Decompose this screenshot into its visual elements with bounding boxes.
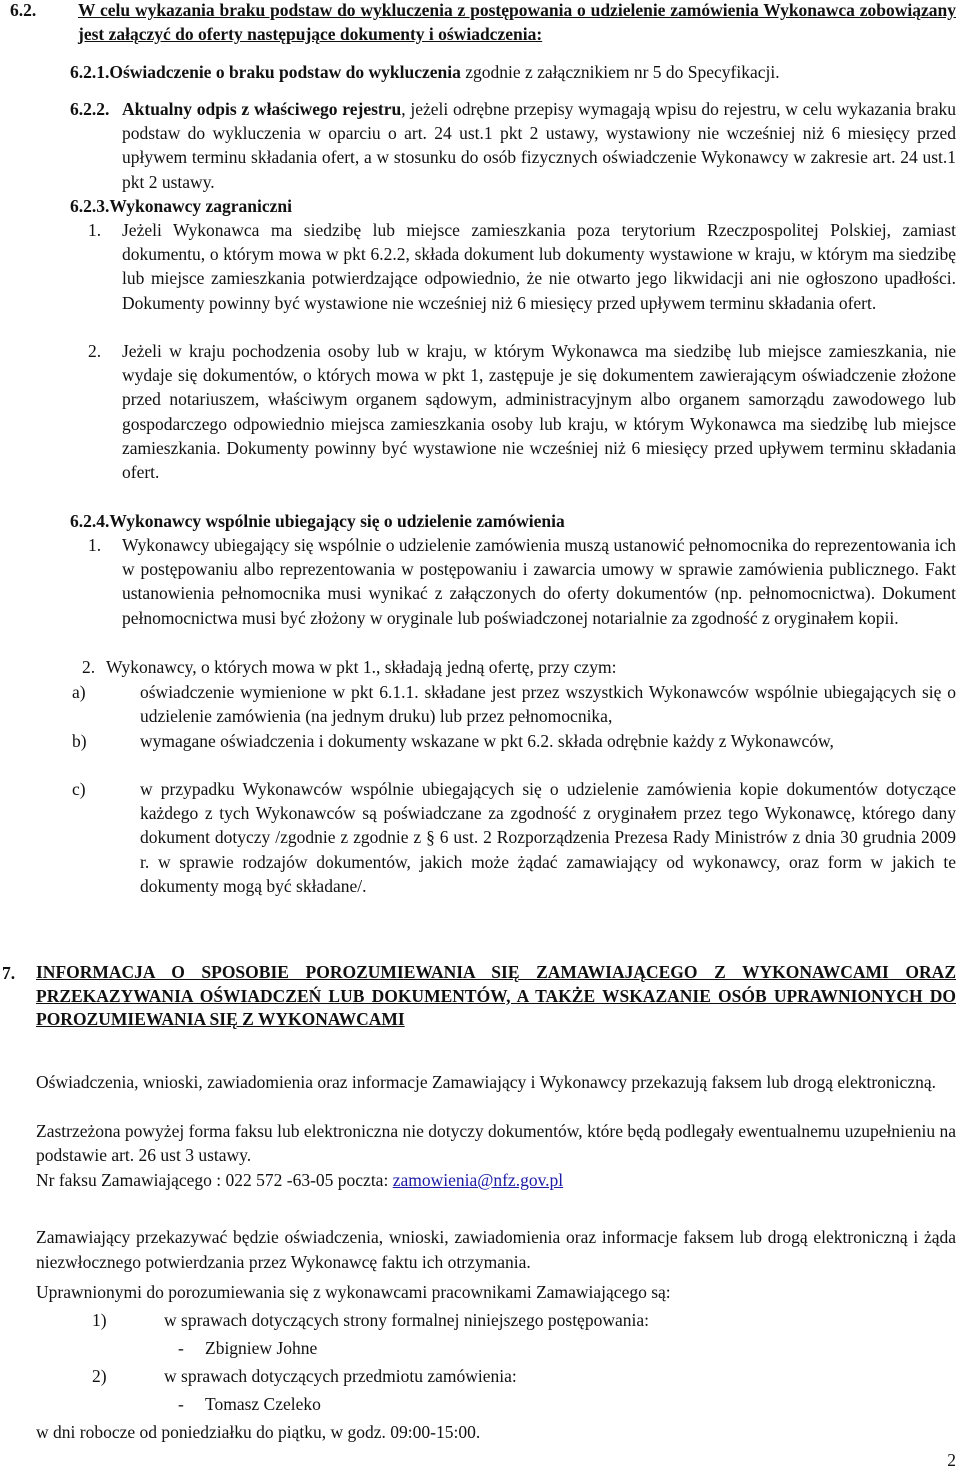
subsection-text: zgodnie z załącznikiem nr 5 do Specyfikacji. bbox=[460, 62, 780, 82]
section-number: 7. bbox=[2, 963, 16, 983]
contact-name: Tomasz Czeleko bbox=[205, 1394, 321, 1414]
subsection-624 bbox=[70, 509, 956, 533]
subsection-number: 6.2.1. bbox=[70, 62, 110, 82]
subsection-title: Wykonawcy zagraniczni bbox=[109, 196, 292, 216]
section-heading: W celu wykazania braku podstaw do wykluczenia z postępowania o udzielenie zamówienia Wykonawca zobowiązany jest załączyć do oferty następujące dokumenty i oświadczenia: bbox=[78, 0, 956, 45]
subsection-number: 6.2.2. bbox=[70, 99, 110, 119]
list-item: Jeżeli Wykonawca ma siedzibę lub miejsce zamieszkania poza terytorium Rzeczpospolitej Polskiej, zamiast dokumentu, o którym mowa w pkt 6.2.2, składa dokument lub dokumenty wystawione w kraju, w którym ma siedzibę lub miejsce zamieszkania potwierdzające odpowiednio, że nie otwarto jego likwidacji ani nie ogłoszono upadłości. Dokumenty powinny być wystawione nie wcześniej niż 6 miesięcy przed upływem terminu składania ofert. bbox=[122, 220, 956, 313]
subsection-title: Oświadczenie o braku podstaw do wykluczenia bbox=[109, 62, 461, 82]
sublist-item: wymagane oświadczenia i dokumenty wskazane w pkt 6.2. składa odrębnie każdy z Wykonawców, bbox=[140, 731, 834, 751]
list-item: Wykonawcy ubiegający się wspólnie o udzielenie zamówienia muszą ustanowić pełnomocnika do reprezentowania ich w postępowaniu albo reprezentowania w postępowaniu i zawarcia umowy w sprawie zamówienia publicznego. Fakt ustanowienia pełnomocnika musi wynikać z załączonych do oferty dokumentów (np. pełnomocnictwa). Dokument pełnomocnictwa musi być złożony w oryginale lub poświadczonej notarialnie za zgodność z oryginałem kopii. bbox=[122, 535, 956, 628]
list-number: 2. bbox=[88, 341, 102, 361]
page-number: 2 bbox=[947, 1450, 956, 1470]
contact-dash: - bbox=[178, 1394, 184, 1414]
subsection-number: 6.2.4. bbox=[70, 511, 110, 531]
sublist-item: w przypadku Wykonawców wspólnie ubiegających się o udzielenie zamówienia kopie dokumentów dotyczące każdego z tych Wykonawców są poświadczane za zgodność z oryginałem przez tego Wykonawcę, którego dany dokument dotyczy /zgodnie z zgodnie z § 6 ust. 2 Rozporządzenia Prezesa Rady Ministrów z dnia 30 grudnia 2009 r. w sprawie rodzajów dokumentów, jakich może żądać zamawiający od wykonawcy, oraz form w jakich te dokumenty mogą być składane/. bbox=[140, 779, 956, 896]
subsection-number: 6.2.3. bbox=[70, 196, 110, 216]
fax-text: Nr faksu Zamawiającego : 022 572 -63-05 poczta: bbox=[36, 1170, 393, 1190]
sublist-item: oświadczenie wymienione w pkt 6.1.1. składane jest przez wszystkich Wykonawców wspólnie ubiegających się o udzielenie zamówienia (na jednym druku) lub przez pełnomocnika, bbox=[140, 682, 956, 727]
subsection-title: Wykonawcy wspólnie ubiegający się o udzielenie zamówienia bbox=[109, 511, 565, 531]
list-item: Wykonawcy, o których mowa w pkt 1., składają jedną ofertę, przy czym: bbox=[106, 657, 617, 677]
contact-scope: w sprawach dotyczących strony formalnej niniejszego postępowania: bbox=[164, 1310, 649, 1330]
sublist-label: c) bbox=[72, 779, 86, 799]
contact-name: Zbigniew Johne bbox=[205, 1338, 318, 1358]
paragraph: Oświadczenia, wnioski, zawiadomienia oraz informacje Zamawiający i Wykonawcy przekazują faksem lub drogą elektroniczną. bbox=[36, 1072, 936, 1092]
contact-number: 2) bbox=[92, 1366, 107, 1386]
subsection-622 bbox=[122, 97, 956, 194]
sublist-label: a) bbox=[72, 682, 86, 702]
fax-email-line bbox=[36, 1168, 956, 1192]
paragraph: Uprawnionymi do porozumiewania się z wykonawcami pracownikami Zamawiającego są: bbox=[36, 1282, 671, 1302]
sublist-label: b) bbox=[72, 731, 87, 751]
paragraph: Zastrzeżona powyżej forma faksu lub elektroniczna nie dotyczy dokumentów, które będą podlegały ewentualnemu uzupełnieniu na podstawie art. 26 ust 3 ustawy. bbox=[36, 1121, 956, 1166]
contact-dash: - bbox=[178, 1338, 184, 1358]
office-hours: w dni robocze od poniedziałku do piątku, w godz. 09:00-15:00. bbox=[36, 1422, 481, 1442]
subsection-621 bbox=[70, 60, 956, 84]
paragraph: Zamawiający przekazywać będzie oświadczenia, wnioski, zawiadomienia oraz informacje faksem lub drogą elektroniczną i żąda niezwłocznego potwierdzania przez Wykonawcę faktu ich otrzymania. bbox=[36, 1227, 956, 1272]
contact-scope: w sprawach dotyczących przedmiotu zamówienia: bbox=[164, 1366, 517, 1386]
subsection-623 bbox=[70, 194, 956, 218]
contact-number: 1) bbox=[92, 1310, 107, 1330]
list-item: Jeżeli w kraju pochodzenia osoby lub w kraju, w którym Wykonawca ma siedzibę lub miejsce zamieszkania, nie wydaje się dokumentów, o których mowa w pkt 1, zastępuje je się dokumentem zawierającym oświadczenie złożone przed notariuszem, właściwym organem sądowym, administracyjnym albo organem samorządu zawodowego lub gospodarczego odpowiednio miejsca zamieszkania osoby lub kraju, w którym Wykonawca ma siedzibę lub miejsce zamieszkania. Dokumenty powinny być wystawione nie wcześniej niż 6 miesięcy przed upływem terminu składania ofert. bbox=[122, 341, 956, 483]
subsection-title: Aktualny odpis z właściwego rejestru bbox=[122, 99, 402, 119]
list-number: 1. bbox=[88, 535, 102, 555]
list-number: 1. bbox=[88, 220, 102, 240]
section-number: 6.2. bbox=[10, 0, 37, 20]
subsection-text: , jeżeli odrębne przepisy wymagają wpisu do rejestru, w celu wykazania braku podstaw do wykluczenia w oparciu o art. 24 ust.1 pkt 2 ustawy, wystawiony nie wcześniej niż 6 miesięcy przed upływem terminu składania ofert, a w stosunku do osób fizycznych oświadczenie Wykonawcy w zakresie art. 24 ust.1 pkt 2 ustawy. bbox=[122, 99, 956, 192]
section-heading: INFORMACJA O SPOSOBIE POROZUMIEWANIA SIĘ ZAMAWIAJĄCEGO Z WYKONAWCAMI ORAZ PRZEKAZYWANIA OŚWIADCZEŃ LUB DOKUMENTÓW, A TAKŻE WSKAZANIE OSÓB UPRAWNIONYCH DO POROZUMIEWANIA SIĘ Z WYKONAWCAMI bbox=[36, 962, 956, 1029]
list-number: 2. bbox=[82, 657, 96, 677]
email-link[interactable]: zamowienia@nfz.gov.pl bbox=[392, 1170, 564, 1190]
